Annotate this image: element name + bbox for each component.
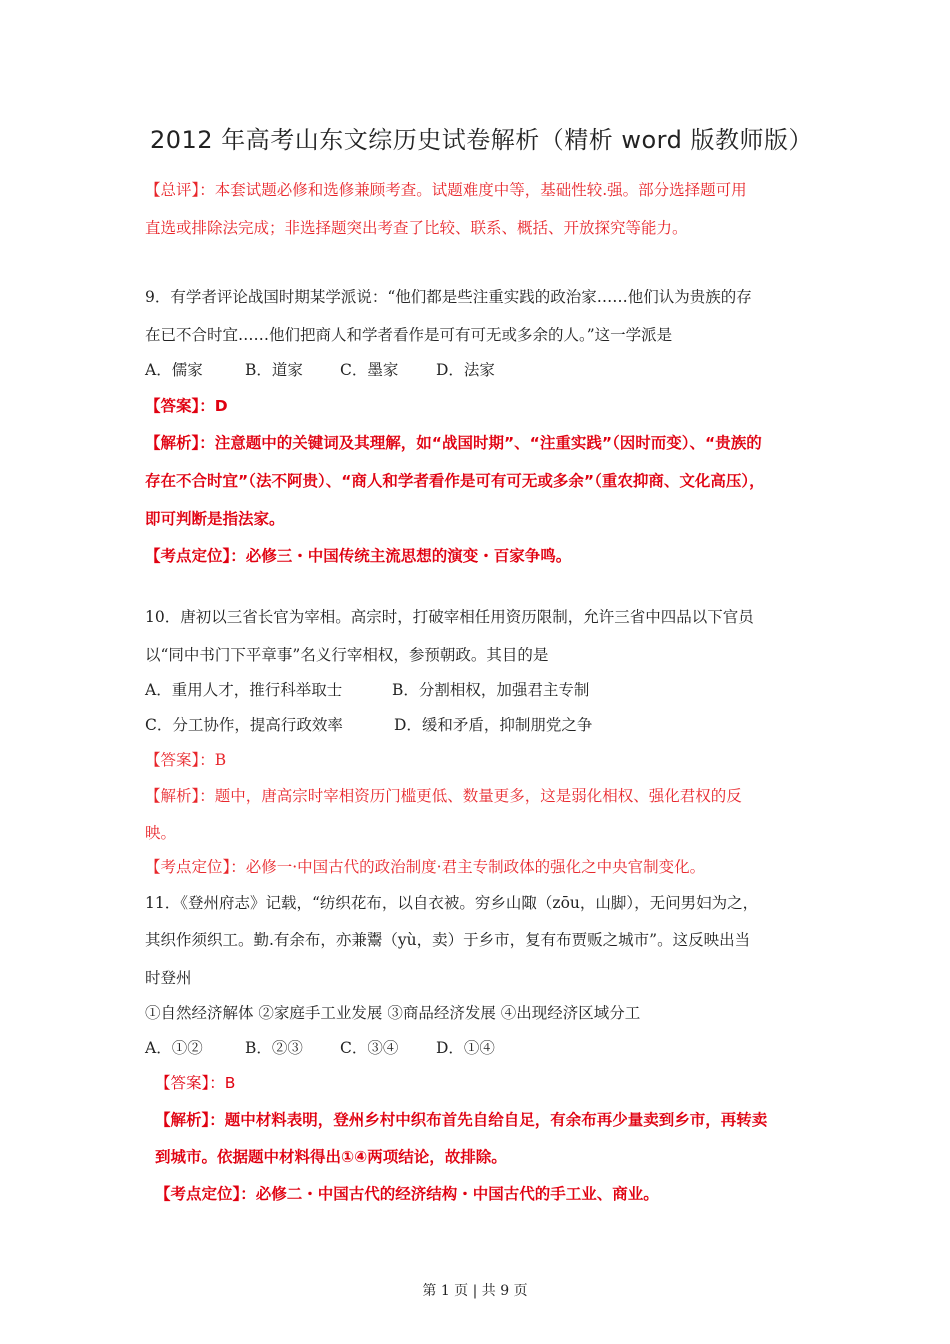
- q9-option-b: B．道家: [245, 361, 303, 379]
- q11-stem: 时登州: [145, 969, 192, 987]
- q10-stem: 以“同中书门下平章事”名义行宰相权，参预朝政。其目的是: [145, 646, 549, 664]
- q11-analysis: 到城市。依据题中材料得出①④两项结论，故排除。: [155, 1148, 507, 1166]
- q9-analysis: 存在不合时宜”（法不阿贵）、“商人和学者看作是可有可无或多余”（重农抑商、文化高压），: [145, 472, 765, 490]
- q9-stem: 在已不合时宜……他们把商人和学者看作是可有可无或多余的人。”这一学派是: [145, 326, 673, 344]
- q11-stem: 11．《登州府志》记载，“纺织花布，以自衣被。穷乡山陬（zōu，山脚），无问男妇为之，: [145, 894, 759, 912]
- q10-option-d: D．缓和矛盾，抑制朋党之争: [394, 716, 593, 734]
- q11-point: 【考点定位】：必修二・中国古代的经济结构・中国古代的手工业、商业。: [155, 1185, 659, 1203]
- q9-option-d: D．法家: [436, 361, 495, 379]
- q11-option-d: D．①④: [436, 1039, 495, 1057]
- q11-option-b: B．②③: [245, 1039, 303, 1057]
- q10-stem: 10．唐初以三省长官为宰相。高宗时，打破宰相任用资历限制，允许三省中四品以下官员: [145, 608, 754, 626]
- document-title: 2012 年高考山东文综历史试卷解析（精析 word 版教师版）: [150, 126, 813, 154]
- q10-analysis: 【解析】：题中，唐高宗时宰相资历门槛更低、数量更多，这是弱化相权、强化君权的反: [145, 787, 742, 805]
- q9-option-a: A．儒家: [145, 361, 203, 379]
- q11-option-c: C．③④: [340, 1039, 399, 1057]
- q11-answer: 【答案】：B: [155, 1074, 236, 1092]
- q10-option-b: B．分割相权，加强君主专制: [392, 681, 590, 699]
- summary-line: 直选或排除法完成；非选择题突出考查了比较、联系、概括、开放探究等能力。: [145, 219, 688, 237]
- q10-option-a: A．重用人才，推行科举取士: [145, 681, 343, 699]
- q10-analysis: 映。: [145, 824, 177, 842]
- q11-items: ①自然经济解体 ②家庭手工业发展 ③商品经济发展 ④出现经济区域分工: [145, 1004, 641, 1022]
- q10-point: 【考点定位】：必修一·中国古代的政治制度·君主专制政体的强化之中央官制变化。: [145, 858, 706, 876]
- q11-stem: 其织作须织工。勤.有余布，亦兼鬻（yù，卖）于乡市，复有布贾贩之城市”。这反映出当: [145, 931, 751, 949]
- q9-analysis: 【解析】：注意题中的关键词及其理解，如“战国时期”、“注重实践”（因时而变）、“贵族的: [145, 434, 762, 452]
- q9-option-c: C．墨家: [340, 361, 399, 379]
- q9-answer: 【答案】：D: [145, 397, 228, 415]
- page-footer: 第 1 页 | 共 9 页: [422, 1283, 528, 1299]
- summary-line: 【总评】：本套试题必修和选修兼顾考查。试题难度中等，基础性较.强。部分选择题可用: [145, 181, 747, 199]
- q9-stem: 9．有学者评论战国时期某学派说：“他们都是些注重实践的政治家……他们认为贵族的存: [145, 288, 752, 306]
- q10-option-c: C．分工协作，提高行政效率: [145, 716, 343, 734]
- q9-analysis: 即可判断是指法家。: [145, 510, 285, 528]
- q11-analysis: 【解析】：题中材料表明，登州乡村中织布首先自给自足，有余布再少量卖到乡市，再转卖: [155, 1111, 768, 1129]
- q11-option-a: A．①②: [145, 1039, 203, 1057]
- q10-answer: 【答案】：B: [145, 751, 227, 769]
- q9-point: 【考点定位】：必修三・中国传统主流思想的演变・百家争鸣。: [145, 547, 572, 565]
